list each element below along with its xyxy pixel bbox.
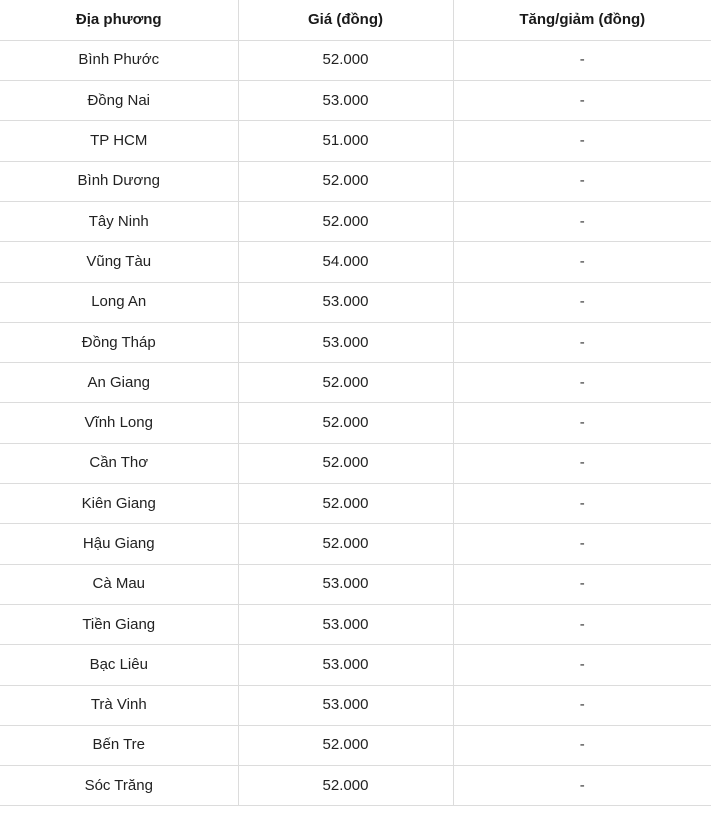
table-header-row [0,0,711,40]
table-row [0,403,711,443]
table-row [0,524,711,564]
change-cell: - [453,121,711,161]
change-cell: - [453,725,711,765]
price-cell: 52.000 [238,403,453,443]
table-row [0,363,711,403]
change-cell: - [453,161,711,201]
price-cell: 52.000 [238,443,453,483]
price-cell: 52.000 [238,725,453,765]
change-cell: - [453,403,711,443]
price-cell: 51.000 [238,121,453,161]
table-row [0,242,711,282]
region-cell: Bình Phước [0,40,238,80]
region-cell: Bạc Liêu [0,645,238,685]
region-cell: An Giang [0,363,238,403]
region-cell: Trà Vinh [0,685,238,725]
column-header-change: Tăng/giảm (đồng) [453,0,711,40]
region-cell: Đồng Tháp [0,322,238,362]
table-row [0,604,711,644]
change-cell: - [453,604,711,644]
table-row [0,282,711,322]
change-cell: - [453,322,711,362]
price-cell: 52.000 [238,524,453,564]
region-cell: Đồng Nai [0,81,238,121]
price-cell: 52.000 [238,363,453,403]
change-cell: - [453,524,711,564]
change-cell: - [453,363,711,403]
change-cell: - [453,564,711,604]
column-header-price: Giá (đồng) [238,0,453,40]
price-cell: 54.000 [238,242,453,282]
price-cell: 52.000 [238,766,453,806]
change-cell: - [453,443,711,483]
table-row [0,201,711,241]
price-cell: 53.000 [238,645,453,685]
change-cell: - [453,201,711,241]
region-cell: Tiền Giang [0,604,238,644]
table-row [0,725,711,765]
change-cell: - [453,282,711,322]
region-cell: Cà Mau [0,564,238,604]
price-cell: 53.000 [238,322,453,362]
change-cell: - [453,484,711,524]
table-row [0,685,711,725]
price-cell: 53.000 [238,604,453,644]
table-row [0,645,711,685]
price-cell: 53.000 [238,81,453,121]
table-row [0,766,711,806]
table-body [0,40,711,806]
change-cell: - [453,685,711,725]
table-row [0,121,711,161]
price-cell: 52.000 [238,484,453,524]
table-row [0,443,711,483]
price-cell: 53.000 [238,564,453,604]
region-cell: TP HCM [0,121,238,161]
region-cell: Vũng Tàu [0,242,238,282]
change-cell: - [453,766,711,806]
region-cell: Long An [0,282,238,322]
table-row [0,161,711,201]
change-cell: - [453,40,711,80]
table-row [0,322,711,362]
region-cell: Tây Ninh [0,201,238,241]
region-cell: Hậu Giang [0,524,238,564]
table-row [0,40,711,80]
table-row [0,484,711,524]
table-header [0,0,711,40]
region-cell: Vĩnh Long [0,403,238,443]
price-cell: 52.000 [238,201,453,241]
change-cell: - [453,81,711,121]
region-cell: Cần Thơ [0,443,238,483]
change-cell: - [453,242,711,282]
change-cell: - [453,645,711,685]
price-cell: 52.000 [238,161,453,201]
region-cell: Kiên Giang [0,484,238,524]
price-cell: 53.000 [238,685,453,725]
column-header-region: Địa phương [0,0,238,40]
price-cell: 52.000 [238,40,453,80]
region-cell: Bình Dương [0,161,238,201]
price-cell: 53.000 [238,282,453,322]
region-cell: Sóc Trăng [0,766,238,806]
table-row [0,81,711,121]
table-row [0,564,711,604]
region-cell: Bến Tre [0,725,238,765]
